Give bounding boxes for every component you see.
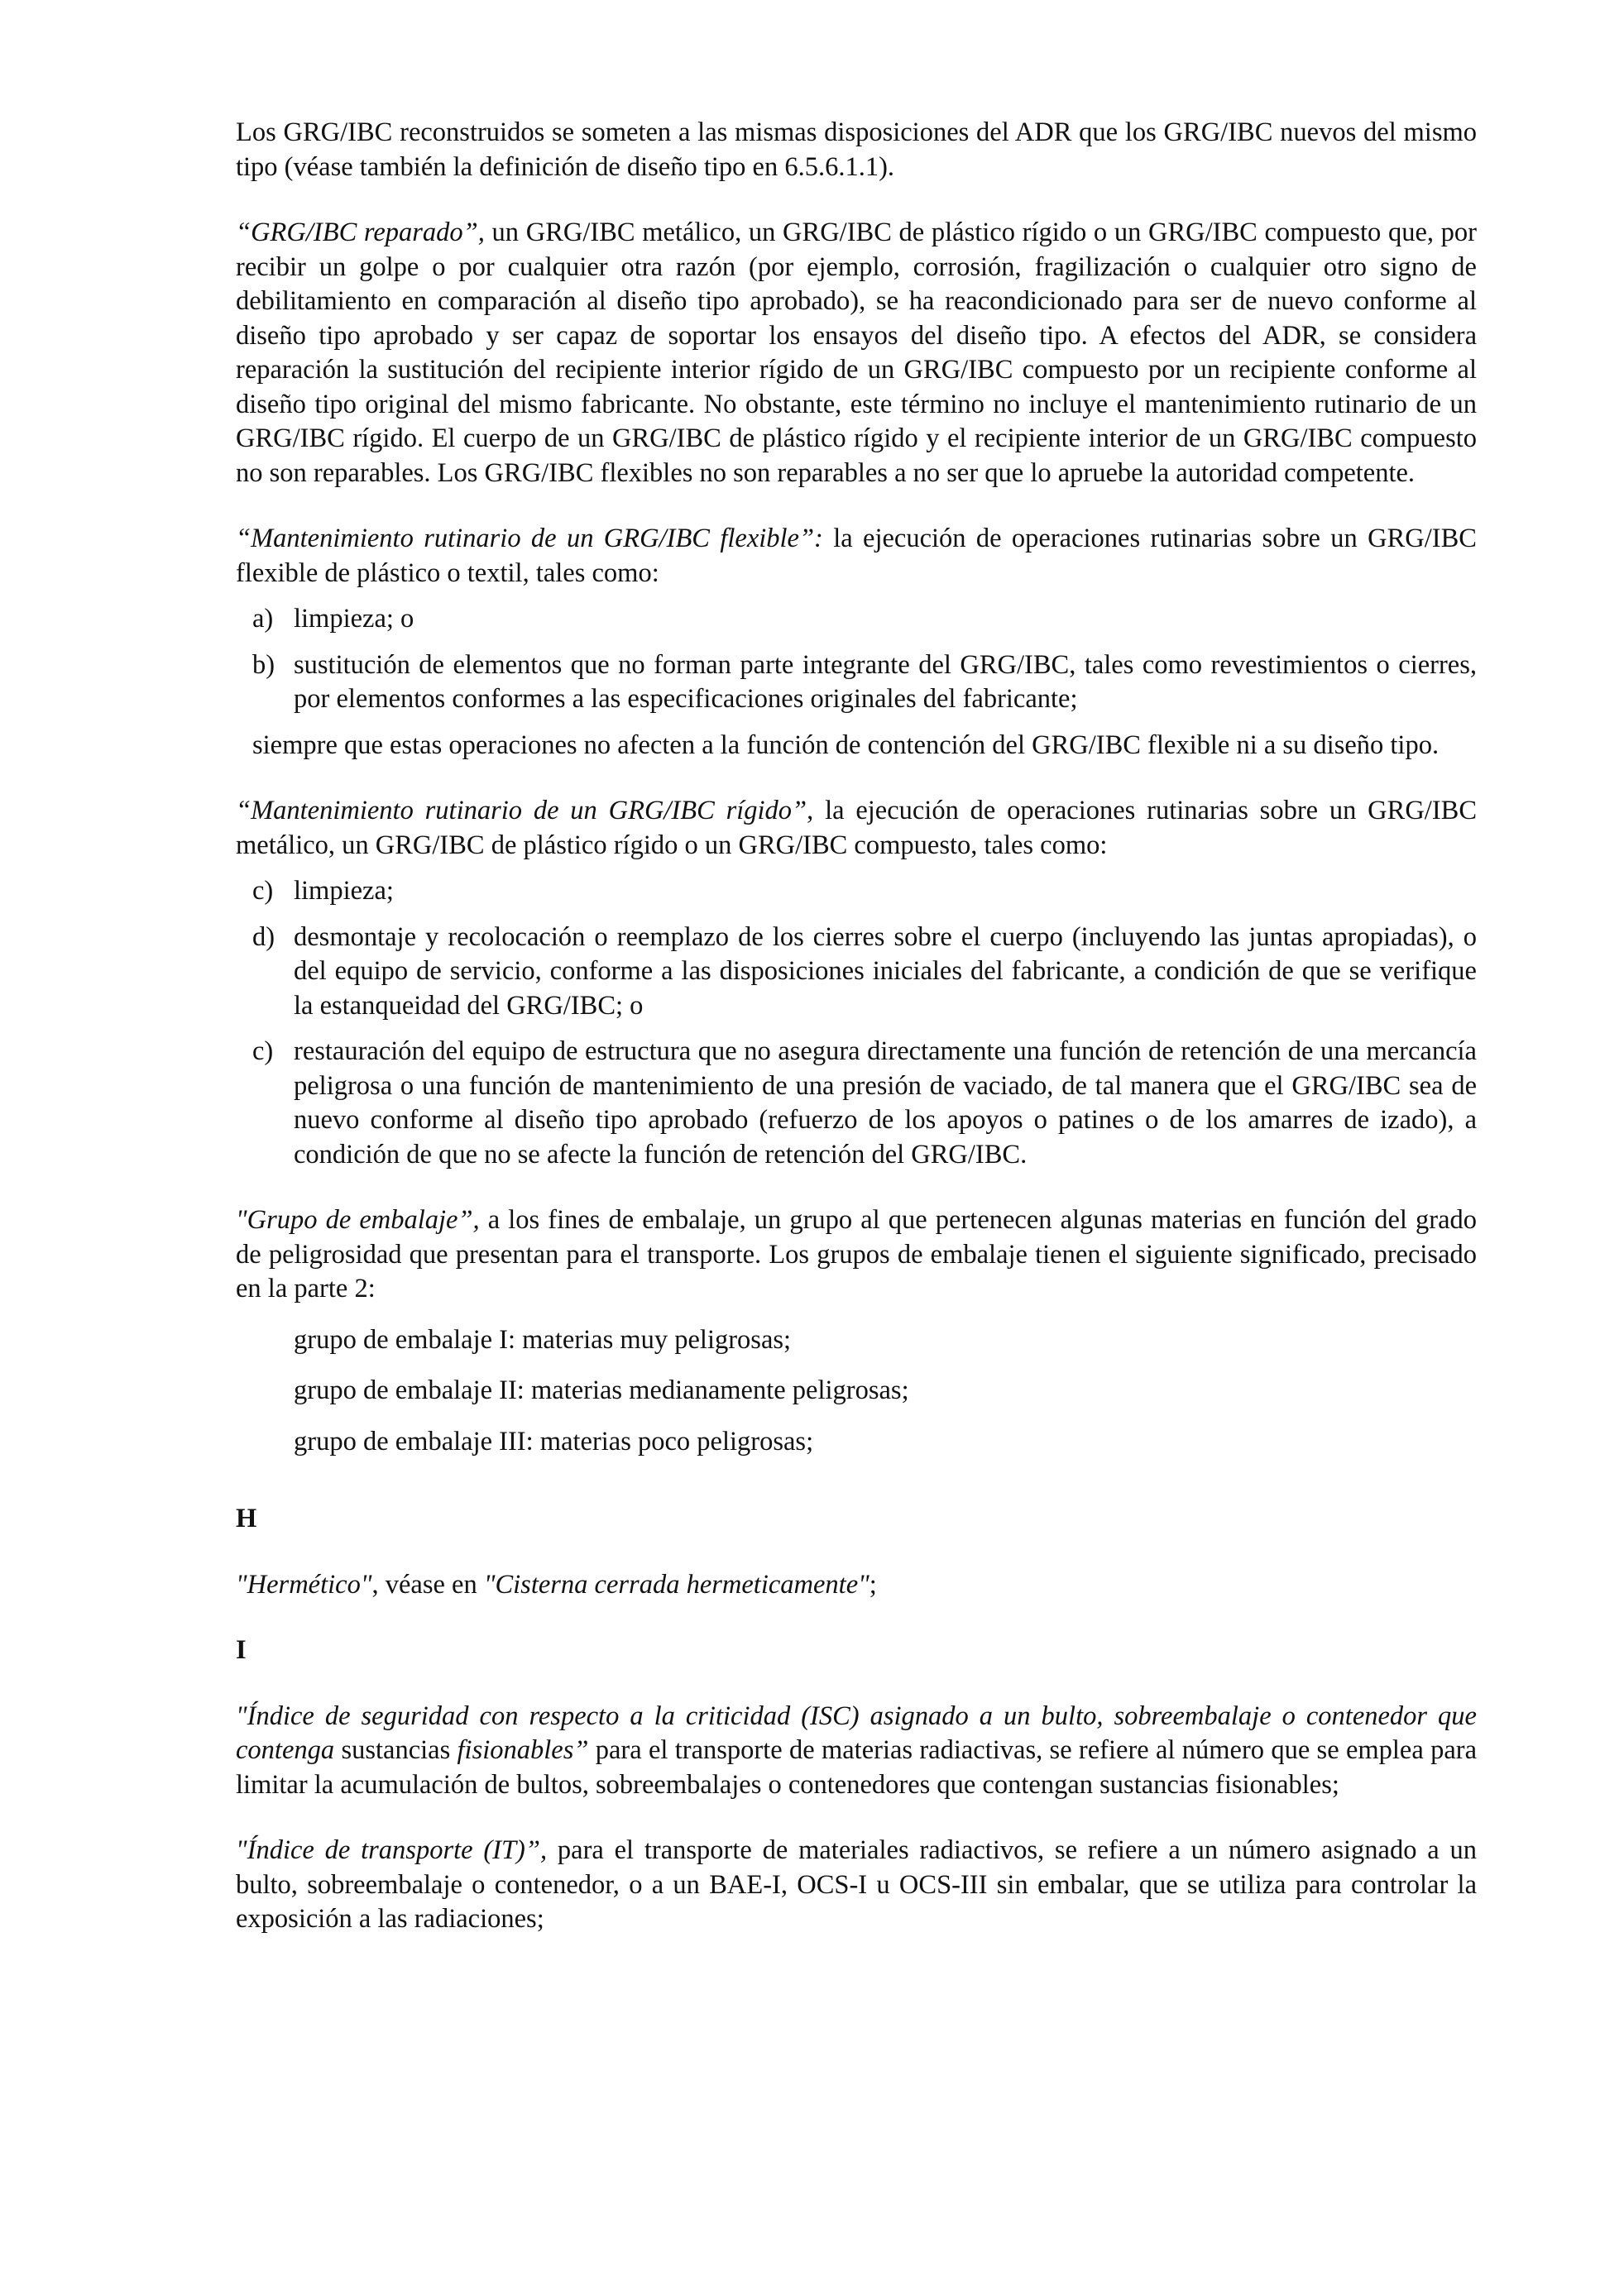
list-item [236, 602, 1477, 637]
list-marker: a) [252, 604, 274, 634]
definition-text: un GRG/IBC metálico, un GRG/IBC de plástico rígido o un GRG/IBC compuesto que, por recibir un golpe o por cualquier otra razón (por ejemplo, corrosión, fragilización o cualquier otro signo de debilitamiento en comparación al diseño tipo aprobado), se ha reacondicionado para ser de nuevo conforme al diseño tipo aprobado y ser capaz de soportar los ensayos del diseño tipo. A efectos del ADR, se considera reparación la sustitución del recipiente interior rígido de un GRG/IBC compuesto por un recipiente conforme al diseño tipo original del mismo fabricante. No obstante, este término no incluye el mantenimiento rutinario de un GRG/IBC rígido. El cuerpo de un GRG/IBC de plástico rígido y el recipiente interior de un GRG/IBC compuesto no son reparables. Los GRG/IBC flexibles no son reparables a no ser que lo apruebe la autoridad competente. [236, 218, 1477, 488]
term-mantenimiento-flexible: “Mantenimiento rutinario de un GRG/IBC flexible”: [236, 524, 823, 553]
term-hermetico: "Hermético" [236, 1569, 372, 1600]
term-fisionables: fisionables” [457, 1735, 589, 1765]
definition-isc [236, 1700, 1477, 1803]
list-item-text: desmontaje y recolocación o reemplazo de los cierres sobre el cuerpo (incluyendo las juntas apropiadas), o del equipo de servicio, conforme a las disposiciones iniciales del fabricante, a condición de que se verifique la estanqueidad del GRG/IBC; o [294, 921, 1477, 1021]
definition-text: , la ejecución de operaciones rutinarias sobre un GRG/IBC metálico, un GRG/IBC de plástico rígido o un GRG/IBC compuesto, tales como: [236, 796, 1477, 860]
list-item-text: limpieza; o [294, 604, 414, 634]
flexible-closing-text: siempre que estas operaciones no afecten a la función de contención del GRG/IBC flexible ni a su diseño tipo. [252, 729, 1440, 760]
grupo-line: grupo de embalaje II: materias medianamente peligrosas; [294, 1375, 909, 1405]
section-heading-i: I [236, 1635, 247, 1665]
definition-grupo-embalaje [236, 1203, 1477, 1307]
grupo-line: grupo de embalaje I: materias muy peligrosas; [294, 1324, 792, 1355]
grupo-line: grupo de embalaje III: materias poco peligrosas; [294, 1426, 814, 1457]
definition-text: la ejecución de operaciones rutinarias sobre un GRG/IBC flexible de plástico o textil, tales como: [236, 524, 1477, 588]
definition-end: ; [869, 1569, 877, 1600]
paragraph-reconstruidos: Los GRG/IBC reconstruidos se someten a las mismas disposiciones del ADR que los GRG/IBC nuevos del mismo tipo (véase también la definición de diseño tipo en 6.5.6.1.1). [236, 117, 1477, 182]
list-marker: c) [252, 876, 274, 906]
term-indice-transporte: "Índice de transporte (IT)”, [236, 1835, 548, 1865]
list-item [236, 874, 1477, 909]
list-marker: b) [252, 649, 275, 680]
list-item [236, 1035, 1477, 1172]
definition-text: a los fines de embalaje, un grupo al que pertenecen algunas materias en función del grado de peligrosidad que presentan para el transporte. Los grupos de embalaje tienen el siguiente significado, precisado en la parte 2: [236, 1205, 1477, 1303]
term-isc: "Índice de seguridad con respecto a la criticidad (ISC) asignado a un bulto, sobreembalaje o contenedor que contenga [236, 1700, 1477, 1765]
list-marker: c) [252, 1036, 274, 1066]
definition-text: para el transporte de materiales radiactivos, se refiere a un número asignado a un bulto, sobreembalaje o contenedor, o a un BAE-I, OCS-I u OCS-III sin embalar, que se utiliza para controlar la exposición a las radiaciones; [236, 1835, 1477, 1934]
list-item-text: restauración del equipo de estructura que no asegura directamente una función de retención de una mercancía peligrosa o una función de mantenimiento de una presión de vaciado, de tal manera que el GRG/IBC sea de nuevo conforme al diseño tipo aprobado (refuerzo de los apoyos o patines o de los amarres de izado), a condición de que no se afecte la función de retención del GRG/IBC. [294, 1036, 1477, 1170]
definition-text: , véase en [371, 1569, 484, 1600]
definition-grg-reparado [236, 216, 1477, 490]
definition-hermetico [236, 1568, 1477, 1603]
list-item [236, 921, 1477, 1024]
list-marker: d) [252, 921, 275, 952]
term-grupo-embalaje: "Grupo de embalaje”, [236, 1205, 480, 1235]
definition-mantenimiento-flexible [236, 522, 1477, 591]
term-mantenimiento-rigido: “Mantenimiento rutinario de un GRG/IBC rígido” [236, 796, 807, 825]
cross-reference-link: "Cisterna cerrada hermeticamente" [483, 1569, 869, 1600]
list-item-text: sustitución de elementos que no forman parte integrante del GRG/IBC, tales como revestimientos o cierres, por elementos conformes a las especificaciones originales del fabricante; [294, 649, 1477, 714]
document-page [236, 116, 1477, 1937]
list-item [236, 648, 1477, 717]
term-grg-reparado: “GRG/IBC reparado”, [236, 218, 485, 247]
definition-text: para el transporte de materias radiactivas, se refiere al número que se emplea para limitar la acumulación de bultos, sobreembalajes o contenedores que contengan sustancias fisionables; [236, 1735, 1477, 1800]
definition-mantenimiento-rigido [236, 794, 1477, 863]
definition-text: sustancias [334, 1735, 457, 1765]
definition-indice-transporte [236, 1834, 1477, 1937]
section-heading-h: H [236, 1504, 257, 1533]
list-item-text: limpieza; [294, 876, 394, 906]
